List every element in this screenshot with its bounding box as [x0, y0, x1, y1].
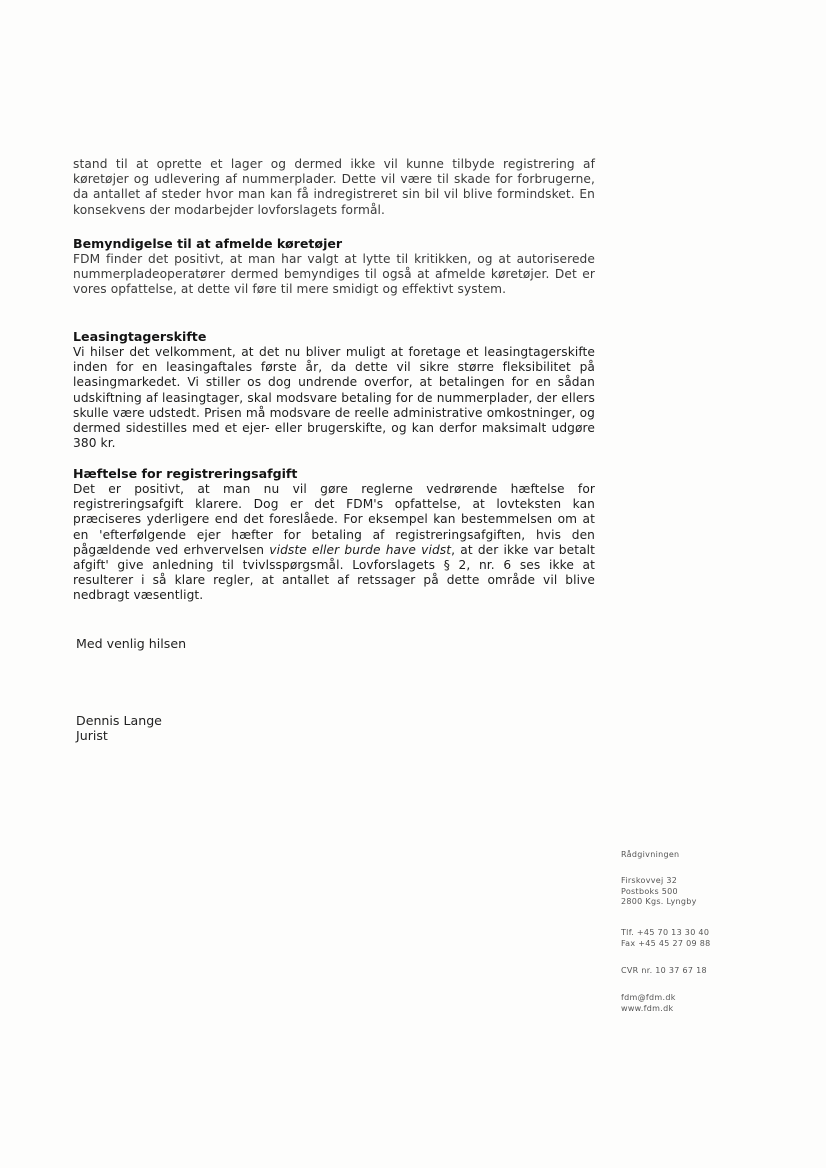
- signer-title: Jurist: [76, 728, 108, 743]
- section-text-deregistration: FDM finder det positivt, at man har valgt at lytte til kritikken, og at autoriserede nummerpladeoperatører dermed bemyndiges til også at afmelde køretøjer. Det er vores opfattelse, at dette vil føre til mere smidigt og effektivt system.: [73, 252, 595, 297]
- fax-number: Fax +45 45 27 09 88: [621, 938, 711, 948]
- department-label: Rådgivningen: [621, 850, 680, 859]
- section-text-leasing: Vi hilser det velkomment, at det nu bliver muligt at foretage et leasingtagerskifte inden for en leasingaftales første år, da dette vil sikre større fleksibilitet på leasingmarkedet. Vi stiller os dog undrende overfor, at betalingen for en sådan udskiftning af leasingtager, skal modsvare betaling for de nummerplader, der ellers skulle være udstedt. Prisen må modsvare de reelle administrative omkostninger, og dermed sidestilles med et ejer- eller brugerskifte, og kan derfor maksimalt udgøre 380 kr.: [73, 345, 595, 451]
- liability-text-part-a: Det er positivt, at man nu vil gøre reglerne vedrørende hæftelse for registreringsafgift klarere. Dog er det FDM's opfattelse, at lovteksten kan præciseres yderligere end det foreslåede. For eksempel kan bestemmelsen om at en 'efterfølgende ejer hæfter for betaling af registreringsafgiften, hvis den pågældende ved erhvervelsen: [73, 482, 595, 557]
- sidebar-cvr: [621, 966, 707, 977]
- address-line-2: Postboks 500: [621, 886, 678, 896]
- liability-text-part-b: , at der ikke var betalt afgift' give anledning til tvivlsspørgsmål. Lovforslagets § 2, nr. 6 ses ikke at resulterer i så klare regler, at antallet af retssager på dette område vil blive nedbragt væsentligt.: [73, 542, 595, 603]
- address-line-3: 2800 Kgs. Lyngby: [621, 897, 697, 906]
- email-address: fdm@fdm.dk: [621, 993, 676, 1002]
- sidebar-address: [621, 876, 697, 908]
- signer-name: Dennis Lange: [76, 713, 162, 728]
- sidebar-contact: [621, 928, 711, 949]
- address-line-1: Firskovvej 32: [621, 876, 678, 885]
- liability-text-italic: vidste eller burde have vidst: [269, 542, 452, 557]
- intro-paragraph: stand til at oprette et lager og dermed ikke vil kunne tilbyde registrering af køretøjer og udlevering af nummerplader. Dette vil være til skade for forbrugerne, da antallet af steder hvor man kan få indregistreret sin bil vil blive formindsket. En konsekvens der modarbejder lovforslagets formål.: [73, 157, 595, 217]
- section-heading-liability: Hæftelse for registreringsafgift: [73, 466, 298, 481]
- section-text-liability: [73, 482, 595, 604]
- website-url: www.fdm.dk: [621, 1003, 674, 1013]
- sidebar-web: [621, 993, 676, 1014]
- phone-number: Tlf. +45 70 13 30 40: [621, 928, 710, 937]
- sidebar-department: [621, 850, 679, 861]
- section-heading-deregistration: Bemyndigelse til at afmelde køretøjer: [73, 236, 343, 251]
- section-heading-leasing: Leasingtagerskifte: [73, 329, 207, 344]
- cvr-number: CVR nr. 10 37 67 18: [621, 966, 707, 975]
- closing-greeting: Med venlig hilsen: [76, 636, 187, 651]
